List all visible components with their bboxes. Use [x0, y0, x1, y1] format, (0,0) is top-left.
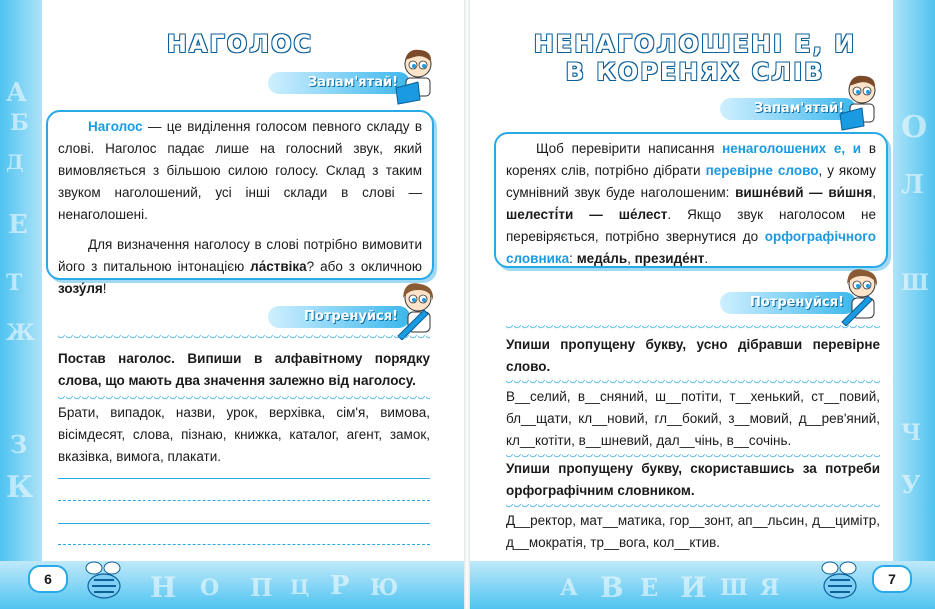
decor-letter: П — [250, 573, 273, 602]
decor-letter: А — [6, 78, 28, 108]
rule-text: ! — [102, 281, 107, 296]
rule-paragraph — [58, 234, 422, 300]
word-list: Д__ректор, мат__матика, гор__зонт, ап__льсин, д__цимітр, д__мократія, тр__вога, кол__ктив. — [506, 513, 880, 550]
task-instruction: Упиши пропущену букву, усно дібравши перевірне слово. — [506, 337, 880, 374]
rule-text: , у якому сумнівний звук буде наголошеним: — [506, 163, 876, 200]
answer-line[interactable] — [58, 523, 430, 524]
decor-letter: Р — [330, 571, 350, 601]
word-list: Брати, випадок, назви, урок, верхівка, сім'я, вимова, вісімдесят, слова, пізнаю, книжка, каталог, агент, замок, вказівка, вимога, плакати. — [58, 405, 430, 464]
rule-text: : — [569, 251, 577, 266]
decor-letter: Е — [8, 210, 28, 240]
decor-letter: Ш — [720, 575, 748, 601]
page-title-line: В КОРЕНЯХ СЛІВ — [565, 58, 825, 86]
rule-text: Щоб перевірити написання — [536, 141, 723, 156]
boy-reading-icon — [838, 74, 884, 132]
rule-text: . — [704, 251, 709, 266]
rule-box — [494, 132, 888, 268]
keyword: Наголос — [88, 119, 143, 134]
remember-label: Запам'ятай! — [720, 98, 856, 120]
decor-letter: О — [200, 575, 220, 601]
rule-text: Для визначення наголосу в слові потрібно вимовити його з питальною інтонацією — [58, 237, 422, 274]
page-number: 7 — [872, 565, 912, 593]
decor-letter: Ю — [370, 575, 399, 601]
decor-letter: В — [600, 571, 624, 604]
bee-icon — [812, 554, 868, 604]
rule-box — [46, 110, 434, 296]
girl-pencil-icon — [394, 282, 440, 340]
decor-letter: И — [680, 571, 707, 604]
decor-letter: Ч — [901, 420, 922, 446]
keyword: ненаголошених е, и — [722, 141, 862, 156]
keyword: перевірне слово — [705, 163, 819, 178]
decor-letter: З — [10, 430, 28, 459]
page-title — [500, 30, 890, 86]
page-frame-left — [0, 0, 42, 609]
task-instruction: Упиши пропущену букву, скориставшись за потреби орфографічним словником. — [506, 461, 880, 498]
rule-text: , — [872, 185, 876, 200]
decor-letter: Ц — [290, 575, 310, 599]
decor-letter: У — [901, 470, 921, 499]
example-word: ла́ствіка — [250, 259, 307, 274]
divider-wave — [506, 325, 880, 331]
book-spine — [464, 0, 470, 609]
practice-label: Потренуйся! — [720, 292, 856, 314]
decor-letter: Ж — [6, 320, 35, 346]
decor-letter: К — [6, 470, 34, 505]
page-frame-right — [893, 0, 935, 609]
keyword: орфографічного словника — [506, 229, 876, 266]
rule-paragraph — [506, 138, 876, 270]
answer-line[interactable] — [58, 544, 430, 545]
page-number: 6 — [28, 565, 68, 593]
example-word: президе́нт — [634, 251, 705, 266]
decor-letter: Т — [6, 270, 23, 296]
decor-letter: Н — [150, 571, 177, 604]
answer-line[interactable] — [58, 500, 430, 501]
rule-text: ? або з окличною — [306, 259, 422, 274]
boy-reading-icon — [394, 48, 440, 106]
answer-line[interactable] — [58, 478, 430, 479]
rule-text: — це виділення голосом певного складу в слові. Наголос падає лише на голосний звук, який вимовляється з більшою силою голосу. Склад з таким звуком наголошений, усі інші склади в слові — ненаголошені. — [58, 119, 422, 222]
decor-letter: Д — [6, 150, 24, 174]
divider-wave — [58, 335, 430, 341]
rule-paragraph — [58, 116, 422, 226]
example-word: вишне́вий — ви́шня — [735, 185, 873, 200]
decor-letter: Л — [901, 170, 924, 200]
decor-letter: Б — [10, 110, 29, 136]
example-word: шелесті́ти — ше́лест — [506, 207, 668, 222]
girl-pencil-icon — [838, 268, 884, 326]
task-instruction: Постав наголос. Випиши в алфавітному порядку слова, що мають два значення залежно від наголосу. — [58, 351, 430, 388]
remember-label: Запам'ятай! — [268, 72, 410, 94]
rule-text: , — [627, 251, 635, 266]
rule-text: в коренях слів, потрібно дібрати — [506, 141, 876, 178]
decor-letter: О — [901, 110, 928, 145]
decor-letter: А — [560, 575, 578, 601]
example-word: зозу́ля — [58, 281, 103, 296]
practice-label: Потренуйся! — [268, 306, 410, 328]
decor-letter: Е — [640, 573, 659, 602]
example-word: меда́ль — [576, 251, 628, 266]
page-title-line: НЕНАГОЛОШЕНІ Е, И — [533, 30, 857, 58]
decor-letter: Ш — [901, 270, 929, 296]
word-list: В__селий, в__сняний, ш__потіти, т__хенький, ст__повий, бл__щати, кл__новий, гл__бокий, з__мовий, д__рев'яний, кл__котіти, в__шневий, дал__чінь, в__сочінь. — [506, 389, 880, 448]
rule-text: . Якщо звук наголосом не перевіряється, потрібно звернутися до — [506, 207, 876, 244]
page-title: НАГОЛОС — [166, 30, 314, 58]
decor-letter: Я — [760, 575, 780, 601]
bee-icon — [76, 554, 132, 604]
